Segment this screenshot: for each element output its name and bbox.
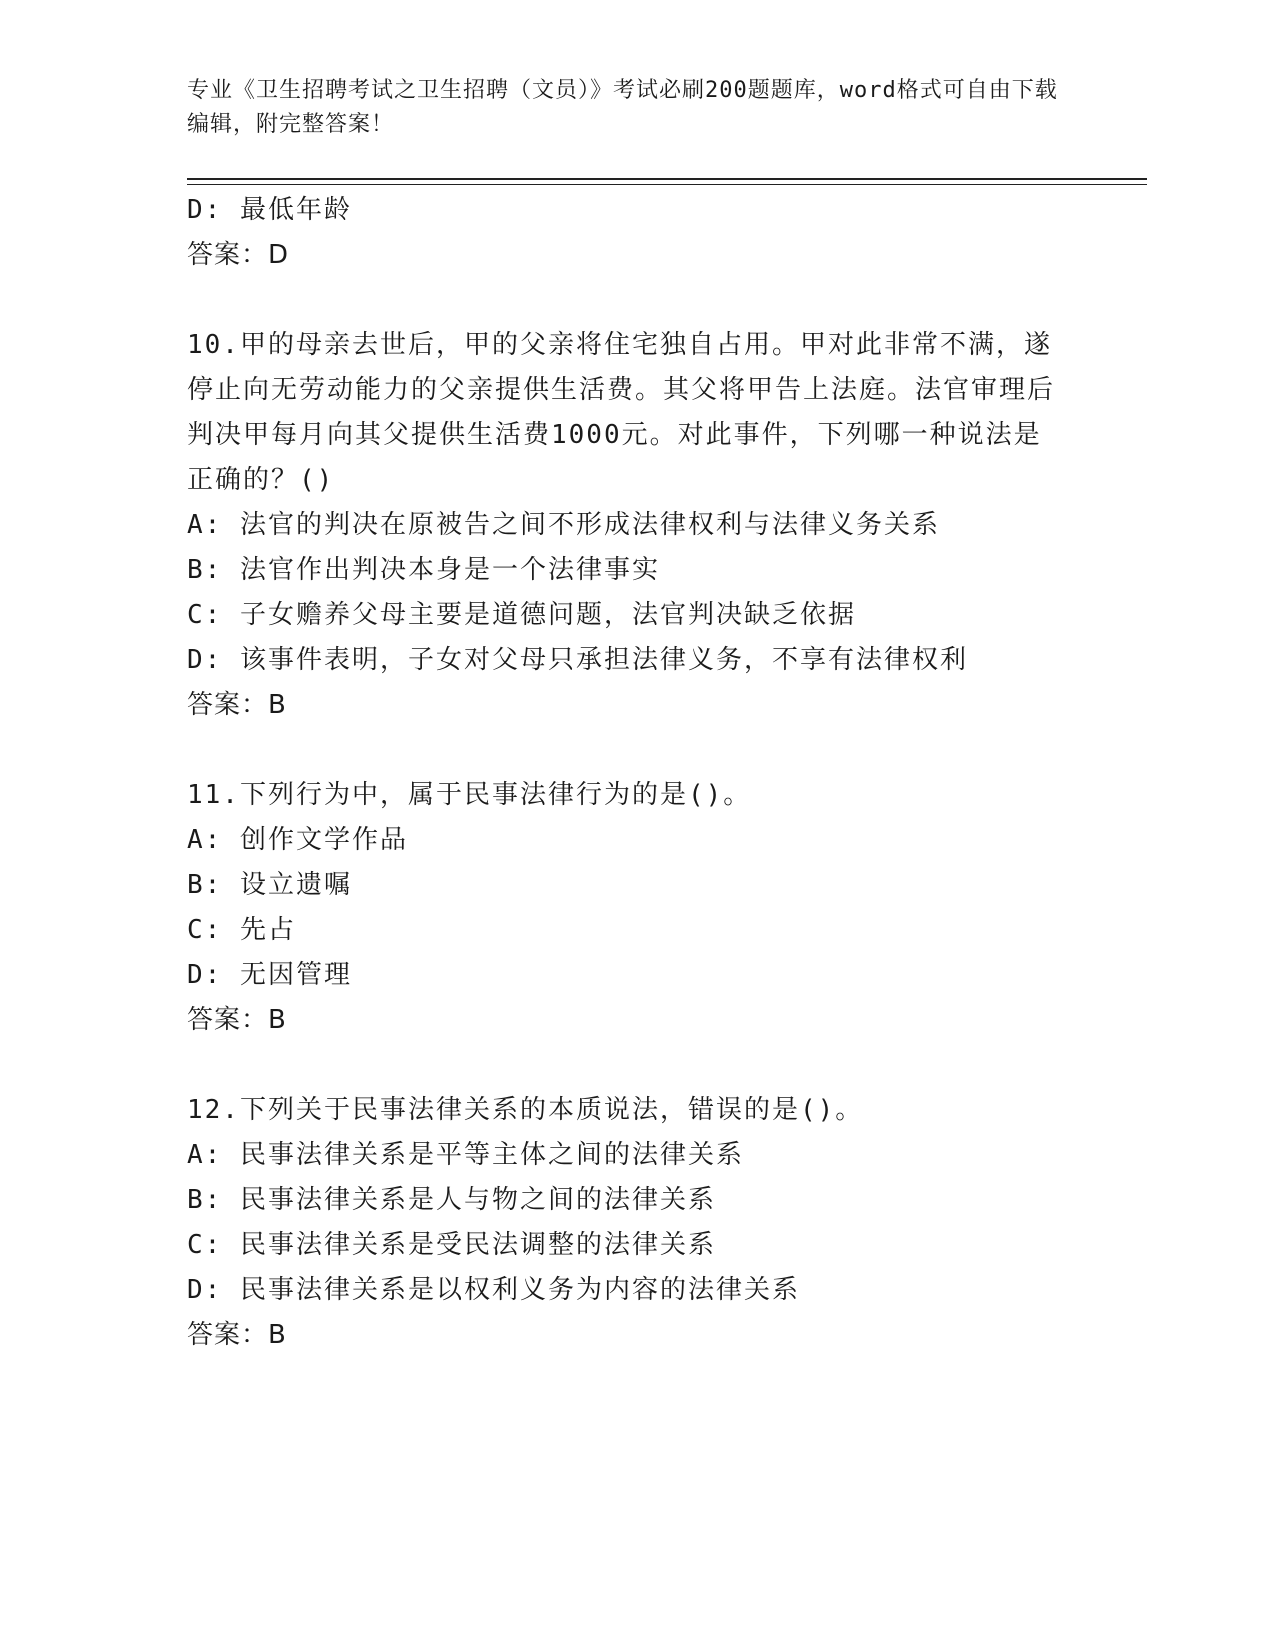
option-a: A: 创作文学作品	[187, 825, 408, 855]
question-11	[187, 773, 1067, 1043]
spacer	[187, 278, 1067, 323]
question-10	[187, 323, 1067, 728]
option-c: C: 先占	[187, 915, 296, 945]
question-stem: 12.下列关于民事法律关系的本质说法，错误的是()。	[187, 1095, 864, 1125]
option-d: D: 民事法律关系是以权利义务为内容的法律关系	[187, 1275, 800, 1305]
option-b: B: 民事法律关系是人与物之间的法律关系	[187, 1185, 716, 1215]
question-12	[187, 1088, 1067, 1358]
spacer	[187, 1043, 1067, 1088]
spacer	[187, 728, 1067, 773]
answer-line: 答案：D	[187, 240, 290, 270]
question-stem: 10.甲的母亲去世后，甲的父亲将住宅独自占用。甲对此非常不满，遂停止向无劳动能力的父亲提供生活费。其父将甲告上法庭。法官审理后判决甲每月向其父提供生活费1000元。对此事件，下列哪一种说法是正确的？()	[187, 330, 1056, 495]
option-b: B: 设立遗嘱	[187, 870, 352, 900]
option-d: D: 该事件表明，子女对父母只承担法律义务，不享有法律权利	[187, 645, 968, 675]
option-a: A: 法官的判决在原被告之间不形成法律权利与法律义务关系	[187, 510, 940, 540]
answer-line: 答案：B	[187, 1320, 287, 1350]
header-divider-thick	[187, 178, 1147, 180]
option-c: C: 子女赡养父母主要是道德问题，法官判决缺乏依据	[187, 600, 856, 630]
option-b: B: 法官作出判决本身是一个法律事实	[187, 555, 660, 585]
option-d: D: 最低年龄	[187, 195, 352, 225]
answer-line: 答案：B	[187, 690, 287, 720]
answer-line: 答案：B	[187, 1005, 287, 1035]
header-divider-thin	[187, 184, 1147, 185]
option-c: C: 民事法律关系是受民法调整的法律关系	[187, 1230, 716, 1260]
option-a: A: 民事法律关系是平等主体之间的法律关系	[187, 1140, 744, 1170]
question-stem: 11.下列行为中，属于民事法律行为的是()。	[187, 780, 752, 810]
question-list	[187, 188, 1067, 1358]
option-d: D: 无因管理	[187, 960, 352, 990]
document-header: 专业《卫生招聘考试之卫生招聘（文员）》考试必刷200题题库，word格式可自由下载编辑，附完整答案！	[187, 78, 1058, 137]
